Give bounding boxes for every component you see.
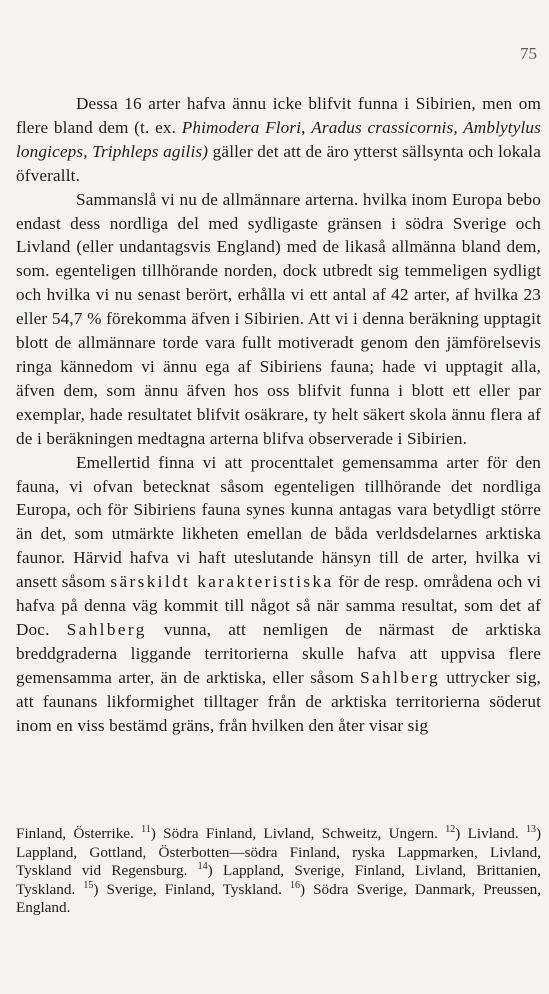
- p3-author-name-2: Sahlberg: [360, 667, 441, 687]
- body-text: [16, 92, 541, 737]
- footnote-15: ) Sverige, Finland, Tyskland.: [93, 880, 282, 898]
- paragraph-1: [16, 92, 541, 188]
- paragraph-2: Sammanslå vi nu de allmännare arterna. hvilka inom Europa bebo endast dess nordliga del med sydligaste gränsen i södra Sverige och Livland (eller undantagsvis England) med de likaså allmänna bland dem, som. egenteligen tillhörande norden, dock utbredt sig temmeligen sydligt och hvilka vi nu senast berört, erhålla vi ett antal af 42 arter, af hvilka 23 eller 54,7 % förekomma äfven i Sibirien. Att vi i denna beräkning upptagit blott de allmännare torde vara fullt motiveradt genom den jämförelsevis ringa kännedom vi ännu ega af Sibiriens fauna; hade vi upptagit alla, äfven dem, som ännu äfven hos oss blifvit funna i blott ett eller par exemplar, hade resultatet blifvit osäkrare, ty helt säkert skola ännu flera af de i beräkningen medtagna arterna blifva observerade i Sibirien.: [16, 189, 541, 448]
- p1-species-1: Phimodera Flori: [181, 117, 302, 137]
- p3-spaced-1: särskildt karakteristiska: [110, 572, 334, 592]
- paragraph-3: [16, 451, 541, 738]
- footnote-marker-13: 13: [526, 823, 536, 835]
- p3-text-c: vunna, att nemligen de närmast de arktiska breddgraderna liggande territorierna skulle hafva att uppvisa flere gemensamma arter, än de arktiska, eller såsom: [16, 619, 541, 687]
- p3-author-name-1: Sahlberg: [66, 619, 147, 639]
- footnote-continued: Finland, Österrike.: [16, 825, 134, 842]
- p3-text-b: för de resp. områdena och vi hafva på denna väg kommit till något så när samma resultat, som det af Doc.: [16, 572, 541, 639]
- footnote-13: ) Lappland, Gottland, Österbotten—södra Finland, ryska Lappmarken, Livland, Tyskland vid Regensburg.: [16, 825, 542, 880]
- p3-text-d: uttrycker sig, att faunans likformighet tilltager från de arktiska territorierna söderut inom en viss bestämd gräns, från hvilken den åter visar sig: [16, 667, 542, 735]
- footnote-marker-16: 16: [290, 879, 300, 891]
- footnote-marker-15: 15: [83, 879, 94, 891]
- page-number: 75: [520, 44, 537, 63]
- p1-text-a: Dessa 16 arter hafva ännu icke blifvit funna i Sibirien, men om flere bland dem (t. ex.: [16, 94, 541, 137]
- p1-text-c: gäller det att de äro ytterst sällsynta och lokala öfverallt.: [16, 141, 541, 185]
- p1-species-list: Aradus crassicornis, Amblytylus longiceps, Triphleps agilis): [16, 117, 541, 161]
- footnote-16: ) Södra Sverige, Danmark, Preussen, England.: [16, 880, 542, 917]
- footnote-marker-14: 14: [197, 861, 208, 873]
- footnote-11: ) Södra Finland, Livland, Schweitz, Ungern.: [150, 825, 438, 842]
- p3-text-a: Emellertid finna vi att procenttalet gemensamma arter för den fauna, vi ofvan betecknat såsom egenteligen tillhörande det nordliga Europa, och för Sibiriens fauna synes kunna antagas vara betydligt större än det, som utmärkte likheten emellan de båda verldsdelarnes arktiska faunor. Härvid hafva vi haft uteslutande hänsyn till de arter, hvilka vi ansett såsom: [16, 452, 541, 592]
- footnote-14: ) Lappland, Sverige, Finland, Livland, Brittanien, Tyskland.: [16, 862, 541, 898]
- footnote-marker-12: 12: [445, 823, 456, 835]
- footnotes: [16, 825, 541, 918]
- footnote-marker-11: 11: [141, 823, 151, 835]
- footnote-12: ) Livland.: [455, 825, 519, 842]
- p1-text-b: ,: [301, 117, 312, 137]
